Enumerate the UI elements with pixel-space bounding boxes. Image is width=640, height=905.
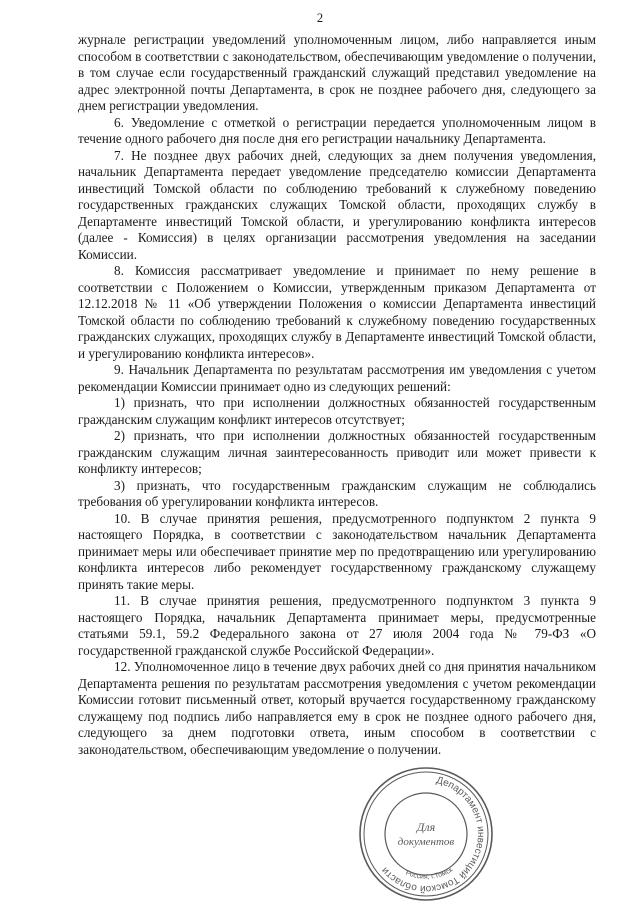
document-body <box>78 32 596 758</box>
page-number: 2 <box>316 11 324 25</box>
stamp-center-line-2: документов <box>397 836 455 848</box>
stamp-seal-icon <box>357 765 495 903</box>
paragraph-item-10: 10. В случае принятия решения, предусмотренного подпунктом 2 пункта 9 настоящего Порядка, в соответствии с законодательством начальник Департамента принимает меры или обеспечивает принятие мер по предотвращению или урегулированию конфликта интересов либо рекомендует государственному гражданскому служащему принять такие меры. <box>78 510 596 592</box>
paragraph-item-9: 9. Начальник Департамента по результатам рассмотрения им уведомления с учетом рекомендации Комиссии принимает одно из следующих решений: <box>78 362 596 394</box>
paragraph-subitem-3: 3) признать, что государственным гражданским служащим не соблюдались требования об урегулировании конфликта интересов. <box>78 477 596 509</box>
stamp-bottom-text: Россия, г.Томск <box>404 866 454 881</box>
paragraph-subitem-2: 2) признать, что при исполнении должностных обязанностей государственным гражданским служащим личная заинтересованность приводит или может привести к конфликту интересов; <box>78 428 596 476</box>
paragraph-item-12: 12. Уполномоченное лицо в течение двух рабочих дней со дня принятия начальником Департамента решения по результатам рассмотрения уведомления с учетом рекомендации Комиссии готовит письменный ответ, который вручается государственному гражданскому служащему под подпись либо направляется ему в срок не позднее одного рабочего дня, следующего за днем подготовки ответа, иным способом в соответствии с законодательством, обеспечивающим уведомление о получении. <box>78 659 596 757</box>
stamp-center-line-1: Для <box>416 820 436 834</box>
stamp-ring-text: Департамент инвестиций Томской области <box>379 775 487 895</box>
paragraph-subitem-1: 1) признать, что при исполнении должностных обязанностей государственным гражданским служащим конфликт интересов отсутствует; <box>78 395 596 427</box>
paragraph-item-7: 7. Не позднее двух рабочих дней, следующих за днем получения уведомления, начальник Департамента передает уведомление председателю комиссии Департамента инвестиций Томской области по соблюдению требований к служебному поведению государственных гражданских служащих Томской области, проходящих службу в Департаменте инвестиций Томской области, и урегулированию конфликта интересов (далее - Комиссия) в целях организации рассмотрения уведомления на заседании Комиссии. <box>78 147 596 262</box>
department-stamp <box>357 765 495 903</box>
paragraph-continuation: журнале регистрации уведомлений уполномоченным лицом, либо направляется иным способом в соответствии с законодательством, обеспечивающим уведомление о получении, в том случае если государственный гражданский служащий представил уведомление на адрес электронной почты Департамента, в срок не позднее рабочего дня, следующего за днем регистрации уведомления. <box>78 32 596 113</box>
paragraph-item-11: 11. В случае принятия решения, предусмотренного подпунктом 3 пункта 9 настоящего Порядка, начальник Департамента принимает меры, предусмотренные статьями 59.1, 59.2 Федерального закона от 27 июля 2004 года № 79-ФЗ «О государственной гражданской службе Российской Федерации». <box>78 593 596 658</box>
paragraph-item-8: 8. Комиссия рассматривает уведомление и принимает по нему решение в соответствии с Положением о Комиссии, утвержденным приказом Департамента от 12.12.2018 № 11 «Об утверждении Положения о комиссии Департамента инвестиций Томской области по соблюдению требований к служебному поведению государственных гражданских служащих, проходящих службу в Департаменте инвестиций Томской области, и урегулированию конфликта интересов». <box>78 263 596 361</box>
paragraph-item-6: 6. Уведомление с отметкой о регистрации передается уполномоченным лицом в течение одного рабочего дня после дня его регистрации начальнику Департамента. <box>78 114 596 146</box>
